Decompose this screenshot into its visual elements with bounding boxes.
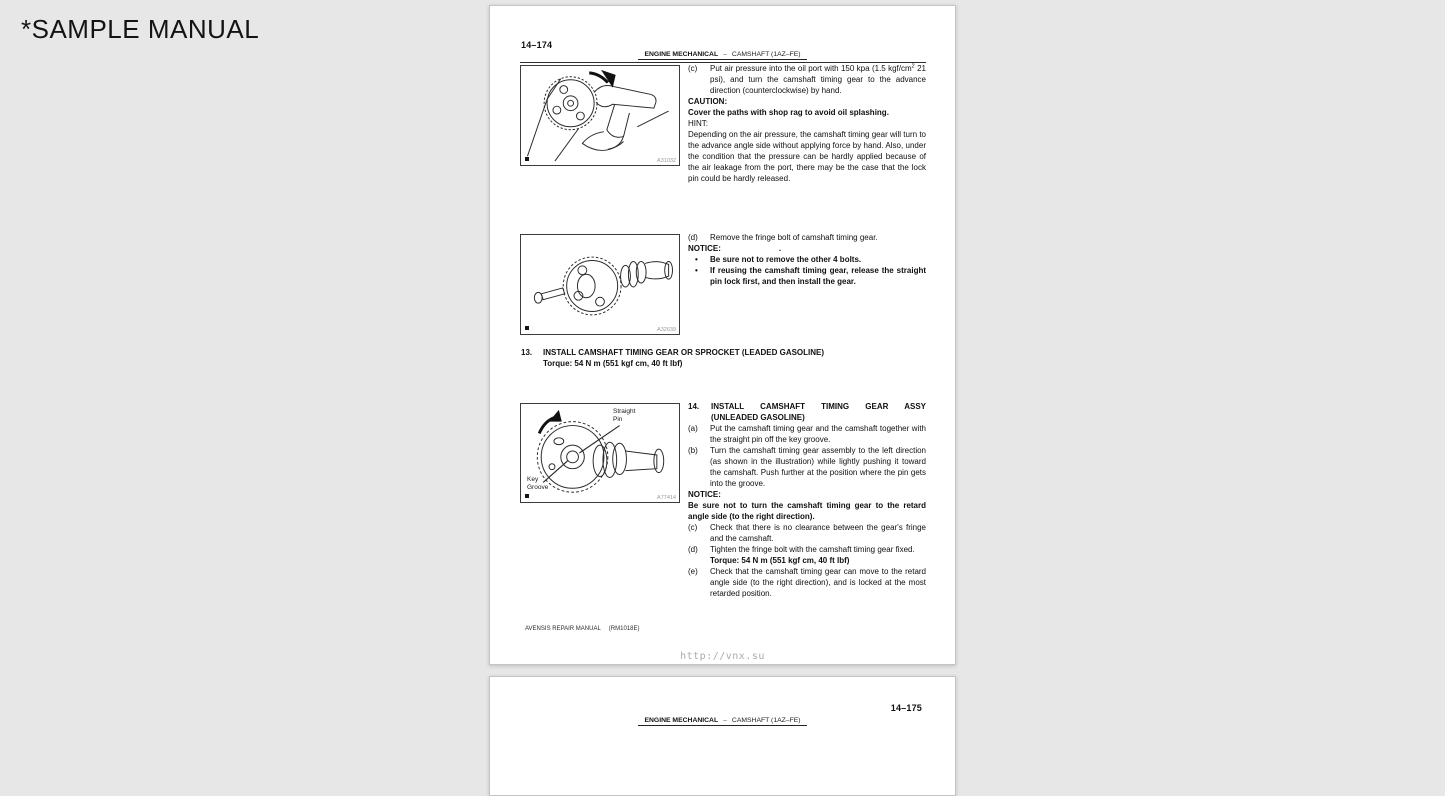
step-text: Put the camshaft timing gear and the camshaft together with the straight pin off the key groove. — [710, 424, 926, 444]
text-block-step-14 — [688, 401, 926, 599]
step-text-continued: 21 psi), and turn the camshaft timing gear to the advance direction (counterclockwise) by hand. — [710, 64, 926, 95]
page-header-text — [638, 717, 806, 726]
step-title-line2: (UNLEADED GASOLINE) — [711, 413, 805, 422]
manual-name: AVENSIS REPAIR MANUAL — [525, 626, 601, 632]
step-14d-torque: Torque: 54 N m (551 kgf cm, 40 ft lbf) — [710, 556, 850, 565]
step-d-paragraph — [688, 232, 926, 243]
step-text: Put air pressure into the oil port with 150 kpa (1.5 kgf/cm — [710, 64, 912, 73]
header-section: ENGINE MECHANICAL — [644, 717, 719, 724]
manual-page-2 — [489, 676, 956, 796]
step-title-line1: INSTALL CAMSHAFT TIMING GEAR ASSY — [711, 402, 926, 411]
header-separator: – — [723, 717, 727, 724]
figure-exploded-gear — [520, 234, 680, 335]
figure-corner-marker-icon — [525, 326, 529, 330]
notice-label-row — [688, 243, 926, 254]
superscript-2: 2 — [911, 63, 915, 70]
hint-label: HINT: — [688, 119, 708, 128]
step-marker: (d) — [688, 233, 698, 242]
figure-corner-marker-icon — [525, 494, 529, 498]
notice-stray-dot: . — [778, 244, 782, 253]
header-topic: CAMSHAFT (1AZ–FE) — [731, 717, 801, 724]
figure-air-pressure — [520, 65, 680, 166]
step-number: 14. — [688, 402, 700, 411]
header-separator: – — [723, 51, 727, 58]
step-text: Tighten the fringe bolt with the camshaft timing gear fixed. — [710, 545, 915, 554]
notice-label: NOTICE: — [688, 244, 721, 253]
bullet-icon: • — [695, 255, 698, 264]
url-watermark: http://vnx.su — [680, 651, 765, 662]
page-header-text — [638, 51, 806, 60]
step-marker: (b) — [688, 446, 698, 455]
step-13-torque: Torque: 54 N m (551 kgf cm, 40 ft lbf) — [543, 359, 683, 368]
manual-page-1 — [489, 5, 956, 665]
step-14d-paragraph — [688, 544, 926, 566]
step-title: INSTALL CAMSHAFT TIMING GEAR OR SPROCKET (LEADED GASOLINE) — [543, 348, 825, 357]
caution-text: Cover the paths with shop rag to avoid oil splashing. — [688, 108, 889, 117]
page-footer — [525, 626, 639, 632]
page-header — [490, 51, 955, 60]
step-number: 13. — [521, 348, 533, 357]
figure-code: A32639 — [657, 327, 676, 333]
figure-code: A31032 — [657, 158, 676, 164]
step-c-paragraph — [688, 63, 926, 96]
notice-bullet-2 — [688, 265, 926, 287]
straight-pin-label-line1: Straight — [613, 408, 636, 415]
step-14c-paragraph — [688, 522, 926, 544]
step-marker: (e) — [688, 567, 698, 576]
figure-corner-marker-icon — [525, 157, 529, 161]
step-text: Remove the fringe bolt of camshaft timing gear. — [710, 233, 878, 242]
timing-gear-exploded-illustration — [521, 235, 679, 334]
step-text: Turn the camshaft timing gear assembly to the left direction (as shown in the illustration) while lightly pushing it toward the camshaft. Push further at the position where the pin gets into the groove. — [710, 446, 926, 488]
figure-code: A77414 — [657, 495, 676, 501]
page-number: 14–174 — [521, 40, 553, 50]
manual-code: (RM1018E) — [608, 626, 640, 632]
step-14-heading — [688, 401, 926, 423]
key-groove-label-line2: Groove — [527, 483, 549, 491]
bullet-text: If reusing the camshaft timing gear, release the straight pin lock first, and then install the gear. — [710, 266, 926, 286]
figure-straight-pin — [520, 403, 680, 503]
sample-manual-watermark: *SAMPLE MANUAL — [21, 14, 260, 44]
header-section: ENGINE MECHANICAL — [644, 51, 719, 58]
text-block-step-c — [688, 63, 926, 184]
step-13-title-row — [521, 347, 925, 358]
straight-pin-label — [613, 408, 635, 423]
bullet-text: Be sure not to remove the other 4 bolts. — [710, 255, 862, 264]
text-block-step-d — [688, 232, 926, 287]
camshaft-air-gun-illustration — [521, 66, 679, 165]
key-groove-label — [527, 476, 548, 491]
step-14e-paragraph — [688, 566, 926, 599]
hint-text: Depending on the air pressure, the camshaft timing gear will turn to the advance angle side without applying force by hand. Also, under the condition that the pressure can be hardly applied because of the air leakage from the port, there may be the case that the lock pin could be hardly released. — [688, 130, 926, 183]
step-marker: (c) — [688, 64, 698, 73]
step-marker: (a) — [688, 424, 698, 433]
page-header — [490, 717, 955, 726]
step-13 — [521, 347, 925, 369]
header-topic: CAMSHAFT (1AZ–FE) — [731, 51, 801, 58]
key-groove-label-line1: Key — [527, 476, 539, 483]
page-number: 14–175 — [890, 703, 922, 713]
notice-text: Be sure not to turn the camshaft timing gear to the retard angle side (to the right direction). — [688, 501, 926, 521]
notice-label: NOTICE: — [688, 490, 721, 499]
step-14b-paragraph — [688, 445, 926, 489]
bullet-icon: • — [695, 266, 698, 275]
straight-pin-label-line2: Pin — [613, 415, 623, 423]
step-text: Check that there is no clearance between the gear's fringe and the camshaft. — [710, 523, 926, 543]
step-marker: (d) — [688, 545, 698, 554]
caution-label: CAUTION: — [688, 97, 728, 106]
step-text: Check that the camshaft timing gear can move to the retard angle side (to the right direction), and is locked at the most retarded position. — [710, 567, 926, 598]
step-14a-paragraph — [688, 423, 926, 445]
step-marker: (c) — [688, 523, 698, 532]
notice-bullet-1 — [688, 254, 926, 265]
